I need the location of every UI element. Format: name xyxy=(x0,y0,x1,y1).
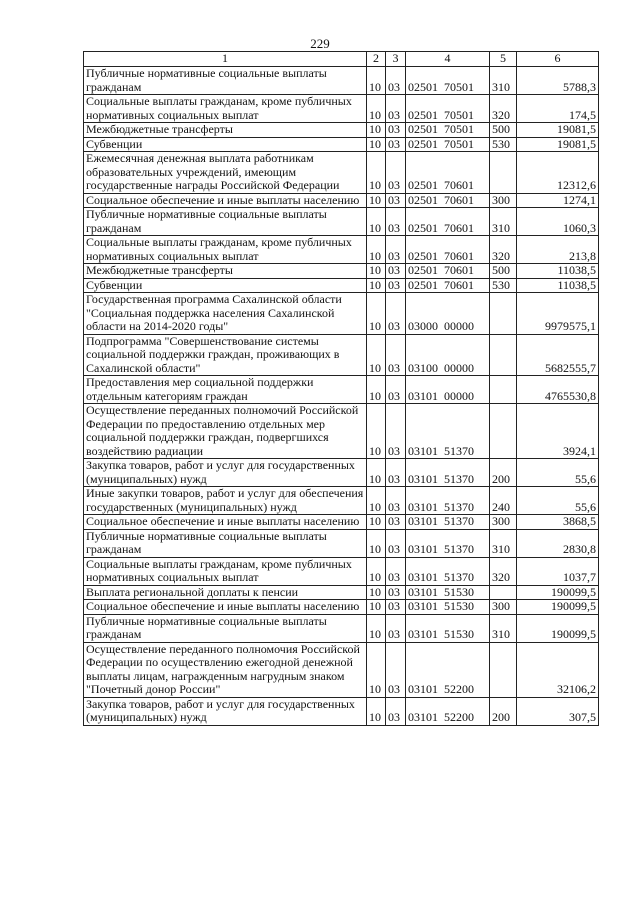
amount-cell: 11038,5 xyxy=(517,264,599,279)
subsection-code-cell: 03 xyxy=(386,264,406,279)
section-code-cell: 10 xyxy=(367,642,386,697)
item-name-cell: Предоставления мер социальной поддержки отдельным категориям граждан xyxy=(84,376,367,404)
target-article-code-cell: 03101 51530 xyxy=(406,585,490,600)
target-article-code-cell: 02501 70601 xyxy=(406,236,490,264)
table-row xyxy=(84,123,599,138)
item-name-cell: Осуществление переданных полномочий Российской Федерации по предоставлению отдельных мер социальной поддержки граждан, подвергшихся воздействию радиации xyxy=(84,404,367,459)
expense-type-code-cell: 300 xyxy=(490,515,517,530)
table-row xyxy=(84,529,599,557)
subsection-code-cell: 03 xyxy=(386,404,406,459)
amount-cell: 12312,6 xyxy=(517,152,599,194)
item-name-cell: Государственная программа Сахалинской области "Социальная поддержка населения Сахалинской области на 2014-2020 годы" xyxy=(84,293,367,335)
section-code-cell: 10 xyxy=(367,404,386,459)
amount-cell: 174,5 xyxy=(517,95,599,123)
table-row xyxy=(84,208,599,236)
item-name-cell: Публичные нормативные социальные выплаты гражданам xyxy=(84,529,367,557)
amount-cell: 4765530,8 xyxy=(517,376,599,404)
column-header: 5 xyxy=(490,52,517,67)
target-article-code-cell: 02501 70601 xyxy=(406,193,490,208)
target-article-code-cell: 02501 70601 xyxy=(406,264,490,279)
expense-type-code-cell: 320 xyxy=(490,557,517,585)
target-article-code-cell: 03101 52200 xyxy=(406,697,490,725)
column-header: 1 xyxy=(84,52,367,67)
section-code-cell: 10 xyxy=(367,557,386,585)
subsection-code-cell: 03 xyxy=(386,137,406,152)
target-article-code-cell: 02501 70501 xyxy=(406,95,490,123)
expense-type-code-cell xyxy=(490,404,517,459)
expense-type-code-cell: 320 xyxy=(490,236,517,264)
section-code-cell: 10 xyxy=(367,293,386,335)
item-name-cell: Закупка товаров, работ и услуг для государственных (муниципальных) нужд xyxy=(84,459,367,487)
expense-type-code-cell xyxy=(490,293,517,335)
subsection-code-cell: 03 xyxy=(386,459,406,487)
amount-cell: 32106,2 xyxy=(517,642,599,697)
item-name-cell: Социальное обеспечение и иные выплаты населению xyxy=(84,515,367,530)
table-row xyxy=(84,515,599,530)
subsection-code-cell: 03 xyxy=(386,293,406,335)
target-article-code-cell: 03101 51370 xyxy=(406,557,490,585)
table-row xyxy=(84,152,599,194)
subsection-code-cell: 03 xyxy=(386,529,406,557)
section-code-cell: 10 xyxy=(367,67,386,95)
subsection-code-cell: 03 xyxy=(386,193,406,208)
subsection-code-cell: 03 xyxy=(386,67,406,95)
amount-cell: 55,6 xyxy=(517,459,599,487)
item-name-cell: Иные закупки товаров, работ и услуг для обеспечения государственных (муниципальных) нужд xyxy=(84,487,367,515)
table-row xyxy=(84,404,599,459)
table-row xyxy=(84,614,599,642)
subsection-code-cell: 03 xyxy=(386,515,406,530)
expense-type-code-cell: 200 xyxy=(490,697,517,725)
expense-type-code-cell: 300 xyxy=(490,193,517,208)
item-name-cell: Публичные нормативные социальные выплаты гражданам xyxy=(84,208,367,236)
amount-cell: 5682555,7 xyxy=(517,334,599,376)
section-code-cell: 10 xyxy=(367,236,386,264)
table-row xyxy=(84,264,599,279)
amount-cell: 1274,1 xyxy=(517,193,599,208)
target-article-code-cell: 02501 70501 xyxy=(406,67,490,95)
expense-type-code-cell: 500 xyxy=(490,123,517,138)
section-code-cell: 10 xyxy=(367,376,386,404)
amount-cell: 5788,3 xyxy=(517,67,599,95)
table-row xyxy=(84,697,599,725)
table-row xyxy=(84,334,599,376)
expense-type-code-cell: 200 xyxy=(490,459,517,487)
table-row xyxy=(84,585,599,600)
expense-type-code-cell: 310 xyxy=(490,208,517,236)
table-row xyxy=(84,67,599,95)
target-article-code-cell: 03000 00000 xyxy=(406,293,490,335)
target-article-code-cell: 03101 51370 xyxy=(406,515,490,530)
item-name-cell: Осуществление переданного полномочия Российской Федерации по осуществлению ежегодной денежной выплаты лицам, награжденным нагрудным знаком "Почетный донор России" xyxy=(84,642,367,697)
target-article-code-cell: 02501 70601 xyxy=(406,208,490,236)
header-row xyxy=(84,52,599,67)
item-name-cell: Межбюджетные трансферты xyxy=(84,123,367,138)
table-row xyxy=(84,459,599,487)
amount-cell: 190099,5 xyxy=(517,614,599,642)
item-name-cell: Социальное обеспечение и иные выплаты населению xyxy=(84,600,367,615)
page-number: 229 xyxy=(310,36,330,51)
target-article-code-cell: 03100 00000 xyxy=(406,334,490,376)
subsection-code-cell: 03 xyxy=(386,208,406,236)
column-header: 3 xyxy=(386,52,406,67)
target-article-code-cell: 03101 51530 xyxy=(406,614,490,642)
subsection-code-cell: 03 xyxy=(386,278,406,293)
section-code-cell: 10 xyxy=(367,515,386,530)
expense-type-code-cell: 240 xyxy=(490,487,517,515)
section-code-cell: 10 xyxy=(367,334,386,376)
section-code-cell: 10 xyxy=(367,123,386,138)
amount-cell: 1060,3 xyxy=(517,208,599,236)
section-code-cell: 10 xyxy=(367,95,386,123)
amount-cell: 190099,5 xyxy=(517,585,599,600)
item-name-cell: Социальное обеспечение и иные выплаты населению xyxy=(84,193,367,208)
expense-type-code-cell: 310 xyxy=(490,529,517,557)
budget-table xyxy=(83,51,599,726)
section-code-cell: 10 xyxy=(367,487,386,515)
target-article-code-cell: 03101 51370 xyxy=(406,529,490,557)
section-code-cell: 10 xyxy=(367,137,386,152)
subsection-code-cell: 03 xyxy=(386,585,406,600)
item-name-cell: Субвенции xyxy=(84,278,367,293)
amount-cell: 1037,7 xyxy=(517,557,599,585)
section-code-cell: 10 xyxy=(367,208,386,236)
expense-type-code-cell: 300 xyxy=(490,600,517,615)
subsection-code-cell: 03 xyxy=(386,376,406,404)
target-article-code-cell: 02501 70601 xyxy=(406,278,490,293)
item-name-cell: Подпрограмма "Совершенствование системы социальной поддержки граждан, проживающих в Сахалинской области" xyxy=(84,334,367,376)
expense-type-code-cell: 320 xyxy=(490,95,517,123)
item-name-cell: Публичные нормативные социальные выплаты гражданам xyxy=(84,67,367,95)
table-row xyxy=(84,278,599,293)
target-article-code-cell: 03101 51530 xyxy=(406,600,490,615)
table-row xyxy=(84,193,599,208)
subsection-code-cell: 03 xyxy=(386,95,406,123)
target-article-code-cell: 03101 52200 xyxy=(406,642,490,697)
amount-cell: 55,6 xyxy=(517,487,599,515)
section-code-cell: 10 xyxy=(367,459,386,487)
item-name-cell: Межбюджетные трансферты xyxy=(84,264,367,279)
table-row xyxy=(84,137,599,152)
target-article-code-cell: 03101 51370 xyxy=(406,459,490,487)
subsection-code-cell: 03 xyxy=(386,334,406,376)
section-code-cell: 10 xyxy=(367,697,386,725)
expense-type-code-cell: 310 xyxy=(490,614,517,642)
subsection-code-cell: 03 xyxy=(386,236,406,264)
section-code-cell: 10 xyxy=(367,614,386,642)
column-header: 6 xyxy=(517,52,599,67)
target-article-code-cell: 02501 70501 xyxy=(406,123,490,138)
item-name-cell: Социальные выплаты гражданам, кроме публичных нормативных социальных выплат xyxy=(84,236,367,264)
subsection-code-cell: 03 xyxy=(386,487,406,515)
table-row xyxy=(84,236,599,264)
subsection-code-cell: 03 xyxy=(386,557,406,585)
item-name-cell: Выплата региональной доплаты к пенсии xyxy=(84,585,367,600)
table-row xyxy=(84,642,599,697)
expense-type-code-cell xyxy=(490,152,517,194)
subsection-code-cell: 03 xyxy=(386,152,406,194)
amount-cell: 190099,5 xyxy=(517,600,599,615)
amount-cell: 213,8 xyxy=(517,236,599,264)
expense-type-code-cell xyxy=(490,642,517,697)
amount-cell: 3868,5 xyxy=(517,515,599,530)
section-code-cell: 10 xyxy=(367,152,386,194)
item-name-cell: Закупка товаров, работ и услуг для государственных (муниципальных) нужд xyxy=(84,697,367,725)
section-code-cell: 10 xyxy=(367,585,386,600)
target-article-code-cell: 03101 51370 xyxy=(406,404,490,459)
target-article-code-cell: 02501 70601 xyxy=(406,152,490,194)
target-article-code-cell: 03101 51370 xyxy=(406,487,490,515)
amount-cell: 2830,8 xyxy=(517,529,599,557)
subsection-code-cell: 03 xyxy=(386,123,406,138)
expense-type-code-cell: 530 xyxy=(490,137,517,152)
table-row xyxy=(84,95,599,123)
item-name-cell: Ежемесячная денежная выплата работникам образовательных учреждений, имеющим государственные награды Российской Федерации xyxy=(84,152,367,194)
table-row xyxy=(84,487,599,515)
item-name-cell: Социальные выплаты гражданам, кроме публичных нормативных социальных выплат xyxy=(84,557,367,585)
target-article-code-cell: 03101 00000 xyxy=(406,376,490,404)
subsection-code-cell: 03 xyxy=(386,642,406,697)
table-row xyxy=(84,600,599,615)
section-code-cell: 10 xyxy=(367,529,386,557)
table-row xyxy=(84,293,599,335)
amount-cell: 19081,5 xyxy=(517,123,599,138)
column-header: 2 xyxy=(367,52,386,67)
section-code-cell: 10 xyxy=(367,264,386,279)
subsection-code-cell: 03 xyxy=(386,697,406,725)
expense-type-code-cell: 530 xyxy=(490,278,517,293)
item-name-cell: Субвенции xyxy=(84,137,367,152)
section-code-cell: 10 xyxy=(367,278,386,293)
item-name-cell: Публичные нормативные социальные выплаты гражданам xyxy=(84,614,367,642)
expense-type-code-cell: 500 xyxy=(490,264,517,279)
expense-type-code-cell xyxy=(490,376,517,404)
expense-type-code-cell xyxy=(490,334,517,376)
column-header: 4 xyxy=(406,52,490,67)
amount-cell: 9979575,1 xyxy=(517,293,599,335)
subsection-code-cell: 03 xyxy=(386,614,406,642)
subsection-code-cell: 03 xyxy=(386,600,406,615)
section-code-cell: 10 xyxy=(367,193,386,208)
amount-cell: 19081,5 xyxy=(517,137,599,152)
amount-cell: 3924,1 xyxy=(517,404,599,459)
section-code-cell: 10 xyxy=(367,600,386,615)
table-row xyxy=(84,557,599,585)
expense-type-code-cell xyxy=(490,585,517,600)
amount-cell: 11038,5 xyxy=(517,278,599,293)
table-row xyxy=(84,376,599,404)
amount-cell: 307,5 xyxy=(517,697,599,725)
expense-type-code-cell: 310 xyxy=(490,67,517,95)
item-name-cell: Социальные выплаты гражданам, кроме публичных нормативных социальных выплат xyxy=(84,95,367,123)
target-article-code-cell: 02501 70501 xyxy=(406,137,490,152)
